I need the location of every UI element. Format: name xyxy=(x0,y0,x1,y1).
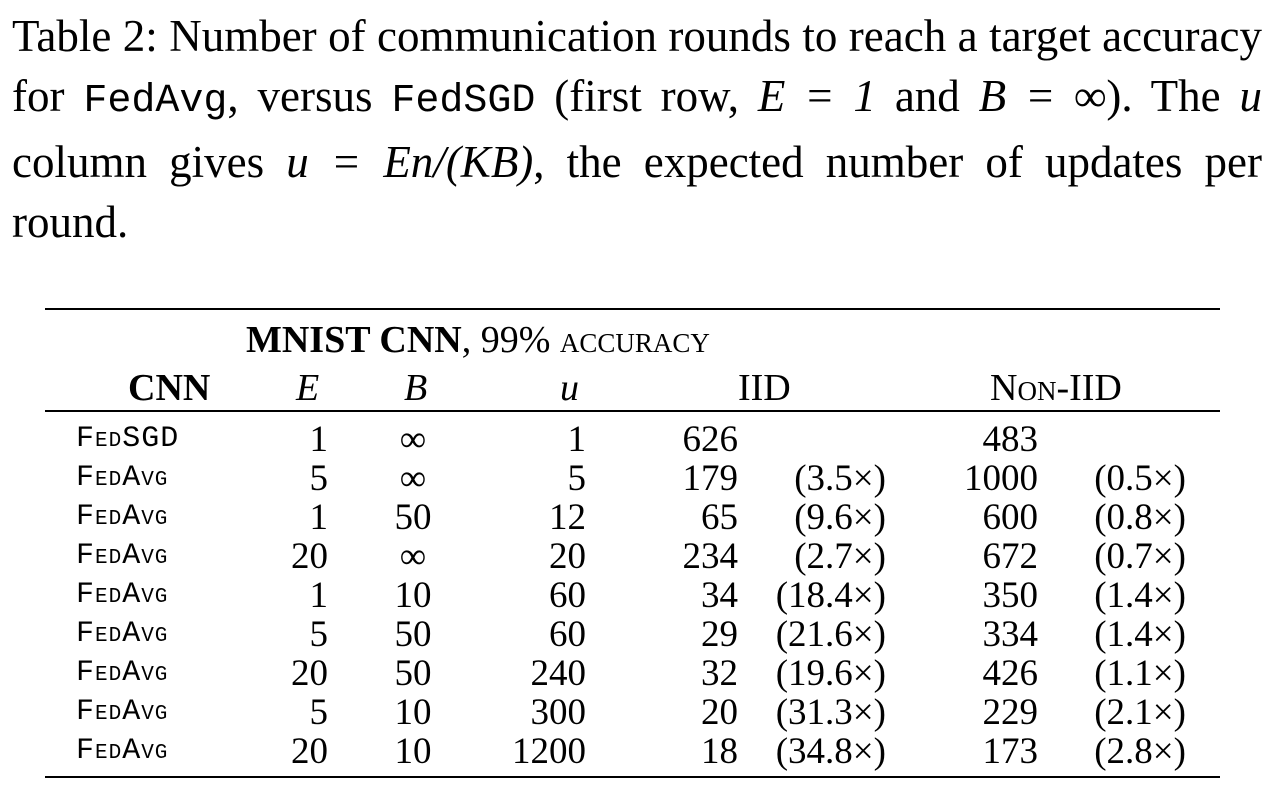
header-e: E xyxy=(296,367,320,409)
cell-noniid: 1000 xyxy=(964,458,1038,499)
cell-noniid-speedup: (1.1×) xyxy=(1094,653,1186,694)
cell-u: 300 xyxy=(530,692,586,733)
table-row xyxy=(0,498,1288,537)
cell-noniid-speedup: (1.4×) xyxy=(1094,614,1186,655)
cell-b: 10 xyxy=(394,731,432,772)
table-row xyxy=(0,420,1288,459)
cell-iid-speedup: (18.4×) xyxy=(775,575,886,616)
cell-iid-speedup: (21.6×) xyxy=(775,614,886,655)
cell-noniid-speedup: (2.8×) xyxy=(1094,731,1186,772)
cell-u: 1200 xyxy=(512,731,586,772)
table-header-rule xyxy=(45,410,1220,412)
header-noniid: Non-IID xyxy=(990,367,1122,409)
cell-b: 50 xyxy=(394,653,432,694)
table-top-rule xyxy=(45,308,1220,310)
caption-math-b: B = ∞ xyxy=(978,71,1107,121)
cell-iid-speedup: (9.6×) xyxy=(794,497,886,538)
table-row xyxy=(0,732,1288,771)
caption-text-6: column gives xyxy=(12,137,287,187)
cell-noniid-speedup: (0.8×) xyxy=(1094,497,1186,538)
cell-method: FedAvg xyxy=(76,617,169,651)
cell-method: FedSGD xyxy=(76,422,180,456)
caption-text-7: , the expected number of updates per round. xyxy=(12,137,1262,247)
section-title-smallcaps: accuracy xyxy=(559,319,710,361)
cell-iid: 65 xyxy=(701,497,738,538)
cell-method: FedAvg xyxy=(76,500,169,534)
caption-math-u: u xyxy=(1239,71,1262,121)
cell-b: ∞ xyxy=(399,536,427,577)
table-caption xyxy=(12,6,1262,252)
cell-noniid: 426 xyxy=(982,653,1038,694)
cell-method: FedAvg xyxy=(76,695,169,729)
cell-u: 60 xyxy=(549,575,586,616)
cell-iid-speedup: (19.6×) xyxy=(775,653,886,694)
cell-e: 20 xyxy=(291,536,328,577)
caption-text-5: ). The xyxy=(1106,71,1240,121)
caption-code-fedsgd: FedSGD xyxy=(391,79,536,124)
cell-method: FedAvg xyxy=(76,578,169,612)
cell-iid: 18 xyxy=(701,731,738,772)
table-row xyxy=(0,654,1288,693)
caption-text-4: and xyxy=(875,71,979,121)
table-row xyxy=(0,576,1288,615)
cell-noniid-speedup: (0.5×) xyxy=(1094,458,1186,499)
cell-b: ∞ xyxy=(399,458,427,499)
cell-u: 20 xyxy=(549,536,586,577)
cell-b: 50 xyxy=(394,497,432,538)
caption-text-2: , versus xyxy=(227,71,392,121)
cell-u: 1 xyxy=(567,419,586,460)
cell-iid-speedup: (31.3×) xyxy=(775,692,886,733)
cell-u: 60 xyxy=(549,614,586,655)
cell-e: 1 xyxy=(309,419,328,460)
cell-noniid-speedup: (0.7×) xyxy=(1094,536,1186,577)
cell-iid: 29 xyxy=(701,614,738,655)
cell-noniid: 483 xyxy=(982,419,1038,460)
cell-e: 5 xyxy=(309,458,328,499)
cell-noniid: 173 xyxy=(982,731,1038,772)
caption-math-formula: u = En/(KB) xyxy=(286,137,534,187)
cell-noniid-speedup: (1.4×) xyxy=(1094,575,1186,616)
cell-noniid-speedup: (2.1×) xyxy=(1094,692,1186,733)
caption-text-3: (first row, xyxy=(535,71,758,121)
cell-noniid: 334 xyxy=(982,614,1038,655)
cell-b: ∞ xyxy=(399,419,427,460)
cell-iid: 34 xyxy=(701,575,738,616)
cell-e: 1 xyxy=(309,575,328,616)
header-iid: IID xyxy=(738,367,791,409)
cell-iid: 32 xyxy=(701,653,738,694)
table-row xyxy=(0,459,1288,498)
cell-iid: 234 xyxy=(682,536,738,577)
caption-text-1: Table 2: Number of communication rounds to reach a target accuracy for xyxy=(12,11,1262,121)
table-row xyxy=(0,615,1288,654)
cell-iid-speedup: (3.5×) xyxy=(794,458,886,499)
table-row xyxy=(0,537,1288,576)
table-bottom-rule xyxy=(45,776,1220,778)
table-row xyxy=(0,693,1288,732)
cell-e: 1 xyxy=(309,497,328,538)
cell-iid: 20 xyxy=(701,692,738,733)
cell-method: FedAvg xyxy=(76,656,169,690)
cell-noniid: 600 xyxy=(982,497,1038,538)
cell-method: FedAvg xyxy=(76,734,169,768)
cell-b: 10 xyxy=(394,575,432,616)
header-u: u xyxy=(560,367,579,409)
cell-noniid: 672 xyxy=(982,536,1038,577)
cell-e: 5 xyxy=(309,692,328,733)
cell-e: 20 xyxy=(291,731,328,772)
cell-u: 240 xyxy=(530,653,586,694)
cell-b: 10 xyxy=(394,692,432,733)
cell-noniid: 229 xyxy=(982,692,1038,733)
section-title-rest: , 99% xyxy=(461,319,560,361)
cell-noniid: 350 xyxy=(982,575,1038,616)
cell-iid-speedup: (2.7×) xyxy=(794,536,886,577)
section-title-bold: MNIST CNN xyxy=(246,319,462,361)
header-model: CNN xyxy=(128,367,211,409)
cell-e: 20 xyxy=(291,653,328,694)
cell-u: 5 xyxy=(567,458,586,499)
table-section-title xyxy=(246,318,710,362)
cell-iid-speedup: (34.8×) xyxy=(775,731,886,772)
cell-method: FedAvg xyxy=(76,461,169,495)
cell-b: 50 xyxy=(394,614,432,655)
cell-method: FedAvg xyxy=(76,539,169,573)
cell-iid: 179 xyxy=(682,458,738,499)
cell-e: 5 xyxy=(309,614,328,655)
header-b: B xyxy=(404,367,428,409)
caption-code-fedavg: FedAvg xyxy=(83,79,228,124)
caption-math-e: E = 1 xyxy=(757,71,876,121)
cell-iid: 626 xyxy=(682,419,738,460)
cell-u: 12 xyxy=(549,497,586,538)
